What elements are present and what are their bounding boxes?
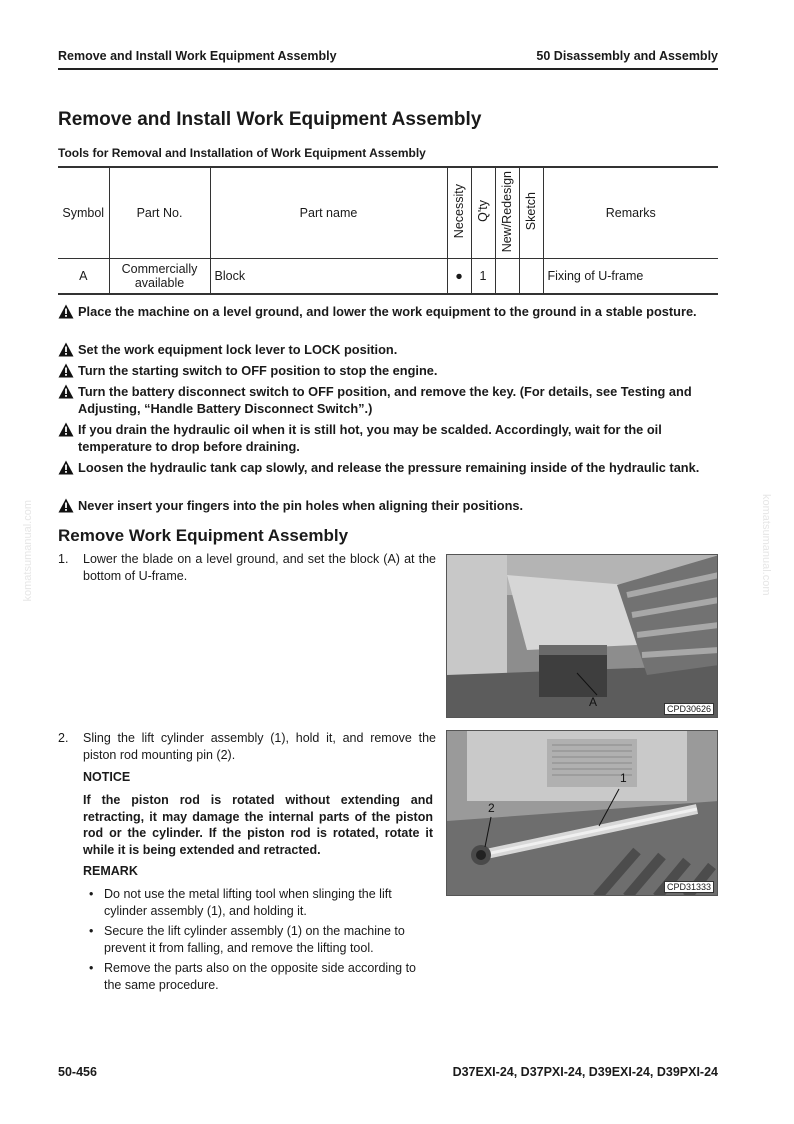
warning-item — [58, 459, 720, 476]
warning-text: Loosen the hydraulic tank cap slowly, and release the pressure remaining inside of the hydraulic tank. — [78, 460, 700, 475]
header-divider — [58, 68, 718, 70]
warning-icon — [58, 498, 74, 513]
warning-item — [58, 303, 720, 320]
notice-heading: NOTICE — [83, 770, 131, 784]
step-text: Sling the lift cylinder assembly (1), hold it, and remove the piston rod mounting pin (2). — [83, 731, 436, 762]
column-header-symbol: Symbol — [58, 167, 109, 258]
photo-label-1: 1 — [620, 771, 627, 785]
warning-item — [58, 383, 720, 417]
remark-bullet — [89, 960, 433, 993]
column-header-part-no: Part No. — [109, 167, 210, 258]
warning-text: If you drain the hydraulic oil when it is still hot, you may be scalded. Accordingly, wait for the oil temperature to drop before draining. — [78, 422, 662, 454]
bullet-dot: • — [89, 961, 94, 975]
remark-bullet-text: Do not use the metal lifting tool when slinging the lift cylinder assembly (1), and holding it. — [104, 887, 392, 918]
warning-item — [58, 341, 720, 358]
remark-bullet-text: Remove the parts also on the opposite side according to the same procedure. — [104, 961, 416, 992]
cell-necessity: ● — [447, 258, 471, 294]
bullet-dot: • — [89, 887, 94, 901]
warning-item — [58, 497, 720, 514]
cell-remarks: Fixing of U-frame — [543, 258, 718, 294]
warning-icon — [58, 384, 74, 399]
cell-qty: 1 — [471, 258, 495, 294]
watermark-right: komatsumanual.com — [760, 494, 772, 596]
table-row — [58, 258, 718, 294]
step-number: 1. — [58, 552, 69, 566]
warning-icon — [58, 304, 74, 319]
column-header-new-redesign — [495, 167, 519, 258]
warning-text: Never insert your fingers into the pin holes when aligning their positions. — [78, 498, 524, 513]
photo-label-a: A — [589, 695, 598, 709]
necessity-label: Necessity — [452, 184, 466, 239]
tools-table — [58, 166, 718, 295]
warning-icon — [58, 460, 74, 475]
model-list: D37EXI-24, D37PXI-24, D39EXI-24, D39PXI-24 — [452, 1065, 718, 1079]
cell-part-no: Commercially available — [109, 258, 210, 294]
warning-text: Set the work equipment lock lever to LOCK position. — [78, 342, 398, 357]
column-header-remarks: Remarks — [543, 167, 718, 258]
photo-lift-cylinder — [446, 730, 718, 896]
step-item — [58, 730, 436, 764]
warning-item — [58, 362, 720, 379]
remark-heading: REMARK — [83, 864, 138, 878]
warning-icon — [58, 342, 74, 357]
column-header-qty — [471, 167, 495, 258]
cell-part-name: Block — [210, 258, 447, 294]
photo-code: CPD30626 — [664, 703, 714, 715]
step-text: Lower the blade on a level ground, and set the block (A) at the bottom of U-frame. — [83, 552, 436, 583]
notice-text: If the piston rod is rotated without extending and retracting, it may damage the internal parts of the piston rod or the cylinder. If the piston rod is rotated, rotate it while it is being extended and retracted. — [83, 793, 433, 857]
warning-text: Turn the battery disconnect switch to OFF position, and remove the key. (For details, see Testing and Adjusting, “Handle Battery Disconnect Switch”.) — [78, 384, 692, 416]
section-title: Remove Work Equipment Assembly — [58, 526, 349, 545]
column-header-necessity — [447, 167, 471, 258]
cell-sketch — [519, 258, 543, 294]
warning-icon — [58, 363, 74, 378]
running-header-title: Remove and Install Work Equipment Assembly — [58, 49, 337, 63]
warning-text: Place the machine on a level ground, and lower the work equipment to the ground in a stable posture. — [78, 304, 697, 319]
cell-symbol: A — [58, 258, 109, 294]
tools-heading: Tools for Removal and Installation of Work Equipment Assembly — [58, 146, 426, 160]
running-header-chapter: 50 Disassembly and Assembly — [536, 49, 718, 63]
remark-bullet — [89, 923, 433, 956]
page-number: 50-456 — [58, 1065, 97, 1079]
new-redesign-label: New/Redesign — [500, 170, 514, 252]
photo-code: CPD31333 — [664, 881, 714, 893]
photo-label-2: 2 — [488, 801, 495, 815]
warning-item — [58, 421, 720, 455]
warning-text: Turn the starting switch to OFF position to stop the engine. — [78, 363, 438, 378]
step-item — [58, 551, 436, 585]
sketch-label: Sketch — [524, 192, 538, 231]
page-title: Remove and Install Work Equipment Assembly — [58, 109, 482, 130]
watermark-left: komatsumanual.com — [22, 500, 34, 602]
remark-bullet-text: Secure the lift cylinder assembly (1) on the machine to prevent it from falling, and remove the lifting tool. — [104, 924, 405, 955]
photo-u-frame-block — [446, 554, 718, 718]
remark-bullet — [89, 886, 433, 919]
qty-label: Q'ty — [476, 200, 490, 223]
step-number: 2. — [58, 731, 69, 745]
photo-u-frame-graphic — [447, 555, 718, 718]
column-header-part-name: Part name — [210, 167, 447, 258]
cell-new-redesign — [495, 258, 519, 294]
warning-icon — [58, 422, 74, 437]
table-header-row — [58, 167, 718, 258]
column-header-sketch — [519, 167, 543, 258]
bullet-dot: • — [89, 924, 94, 938]
